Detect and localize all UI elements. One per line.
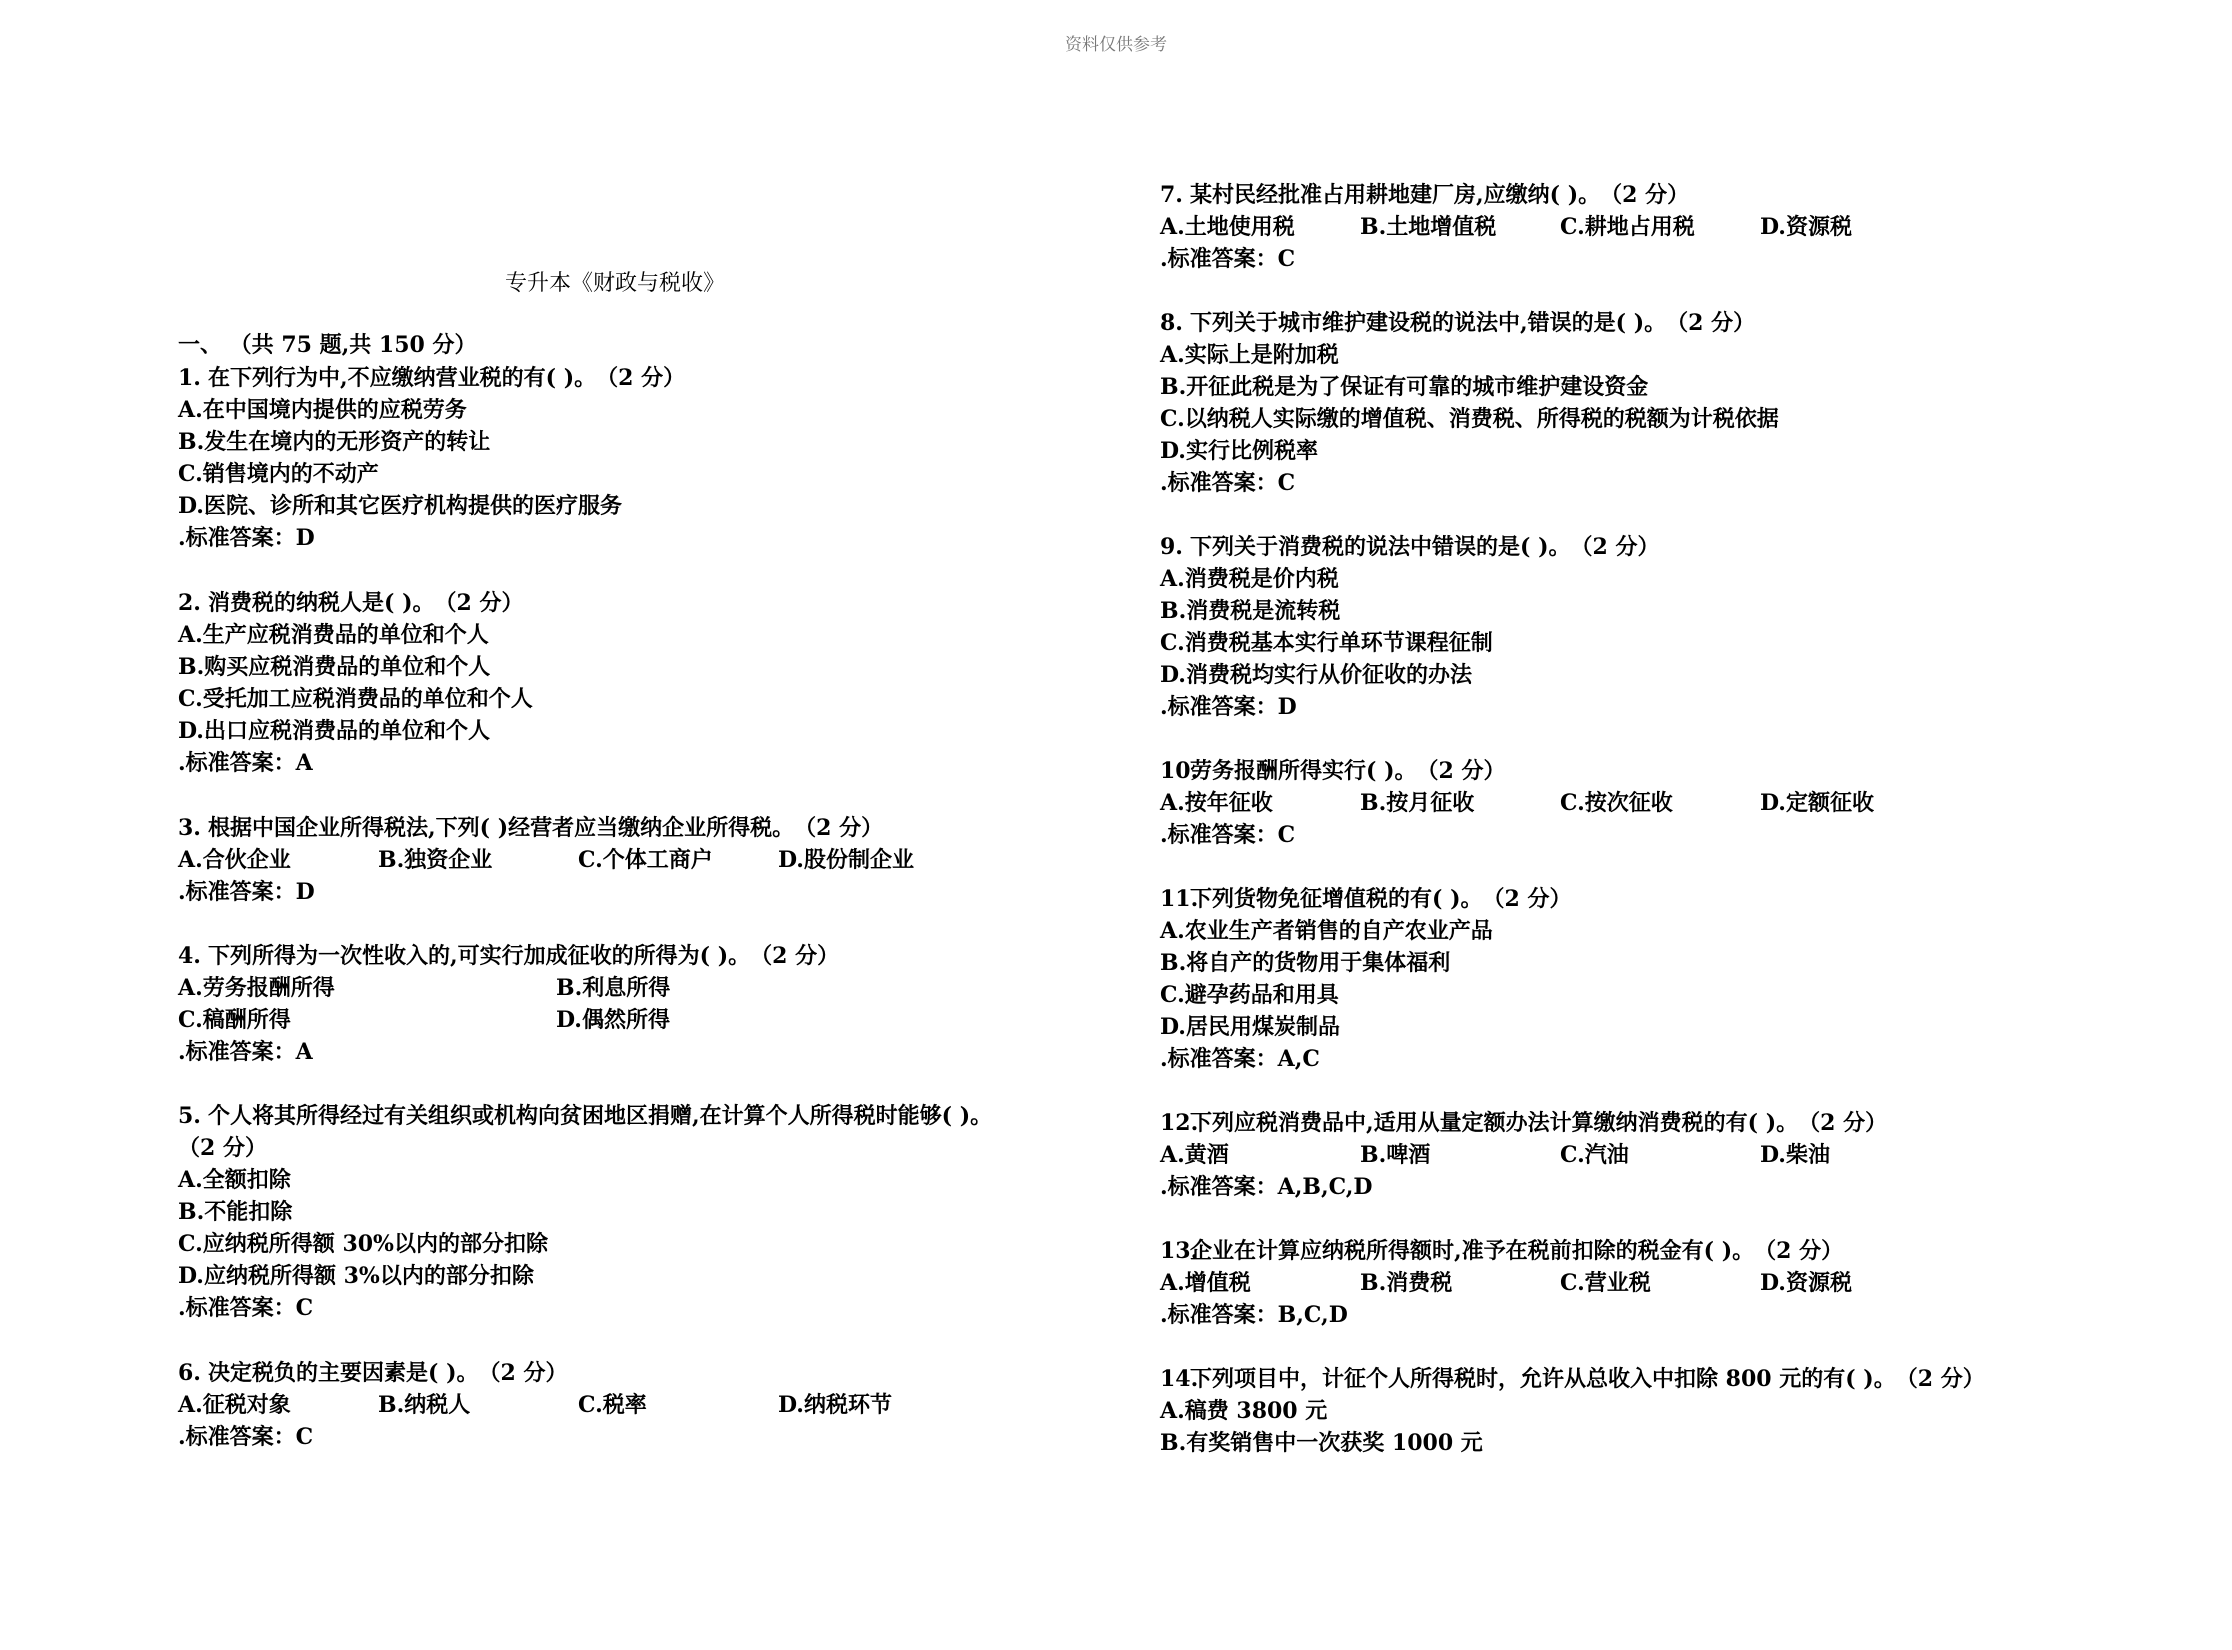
option: D.柴油 <box>1760 1142 1830 1168</box>
answer-value: D <box>295 879 315 905</box>
option-row <box>1160 1140 1960 1170</box>
option: A.劳务报酬所得 <box>178 975 335 1001</box>
section-heading <box>178 330 477 360</box>
answer-line <box>1160 692 1297 722</box>
question-points: （2 分） <box>1482 886 1572 912</box>
option: C.受托加工应税消费品的单位和个人 <box>178 686 533 712</box>
option: C.汽油 <box>1560 1142 1629 1168</box>
question-stem: 下列关于城市维护建设税的说法中,错误的是( )。 <box>1190 310 1667 336</box>
option-line <box>178 1165 291 1195</box>
question-stem-line <box>178 1101 992 1131</box>
question-stem: 企业在计算应纳税所得额时,准予在税前扣除的税金有( )。 <box>1190 1238 1755 1264</box>
question-stem-line <box>1160 308 1755 338</box>
answer-value: C <box>1277 470 1296 496</box>
question-stem-line <box>1160 1236 1843 1266</box>
question-number: 10. <box>1160 758 1199 784</box>
option-line <box>1160 1428 1483 1458</box>
question-points: （2 分） <box>794 815 884 841</box>
question-stem-line <box>178 588 523 618</box>
question-stem-line <box>1160 884 1571 914</box>
answer-label: .标准答案： <box>1160 822 1278 848</box>
question-points: （2 分） <box>1416 758 1506 784</box>
option-line <box>1160 948 1450 978</box>
question-number: 6. <box>178 1360 201 1386</box>
answer-label: .标准答案： <box>178 1424 296 1450</box>
question-number: 14. <box>1160 1366 1199 1392</box>
answer-line <box>178 1422 313 1452</box>
answer-line <box>178 748 313 778</box>
question-stem-line <box>1160 180 1689 210</box>
option-line <box>178 1197 292 1227</box>
option-row <box>178 1005 934 1035</box>
question-stem: 根据中国企业所得税法,下列( )经营者应当缴纳企业所得税。 <box>208 815 795 841</box>
option-row <box>1160 1268 1960 1298</box>
question-stem: 决定税负的主要因素是( )。 <box>208 1360 479 1386</box>
answer-value: C <box>295 1424 314 1450</box>
option: B.按月征收 <box>1360 790 1475 816</box>
answer-line <box>178 1293 313 1323</box>
option: B.将自产的货物用于集体福利 <box>1160 950 1451 976</box>
option-line <box>1160 436 1318 466</box>
option: C.销售境内的不动产 <box>178 461 379 487</box>
option: A.实际上是附加税 <box>1160 342 1339 368</box>
option: A.在中国境内提供的应税劳务 <box>178 397 467 423</box>
answer-value: A <box>295 750 313 776</box>
option-row <box>1160 788 1960 818</box>
answer-value: A,B,C,D <box>1277 1174 1373 1200</box>
option: D.纳税环节 <box>778 1392 892 1418</box>
points-line <box>178 1133 267 1163</box>
question-points: （2 分） <box>596 365 686 391</box>
question-stem-line <box>1160 756 1505 786</box>
option: B.纳税人 <box>378 1392 471 1418</box>
question-number: 2. <box>178 590 201 616</box>
option-line <box>178 716 490 746</box>
question-stem: 消费税的纳税人是( )。 <box>208 590 435 616</box>
question-stem-line <box>1160 1108 1887 1138</box>
answer-value: C <box>1277 246 1296 272</box>
option-line <box>178 459 379 489</box>
option: C.稿酬所得 <box>178 1007 291 1033</box>
option: D.居民用煤炭制品 <box>1160 1014 1340 1040</box>
question-stem: 下列关于消费税的说法中错误的是( )。 <box>1190 534 1571 560</box>
question-number: 7. <box>1160 182 1183 208</box>
answer-line <box>1160 244 1295 274</box>
option-row <box>1160 212 1960 242</box>
option-line <box>1160 340 1339 370</box>
answer-value: A <box>295 1039 313 1065</box>
option: B.开征此税是为了保证有可靠的城市维护建设资金 <box>1160 374 1649 400</box>
question-stem: 某村民经批准占用耕地建厂房,应缴纳( )。 <box>1190 182 1601 208</box>
option-row <box>178 1390 978 1420</box>
option-line <box>1160 916 1493 946</box>
question-points: （2 分） <box>434 590 524 616</box>
option: D.资源税 <box>1760 214 1852 240</box>
option-row <box>178 973 934 1003</box>
answer-line <box>178 523 315 553</box>
option: C.应纳税所得额 30%以内的部分扣除 <box>178 1231 548 1257</box>
answer-line <box>178 877 315 907</box>
question-stem-line <box>1160 1364 1985 1394</box>
answer-line <box>1160 1172 1373 1202</box>
answer-label: .标准答案： <box>178 525 296 551</box>
question-stem-line <box>178 1358 567 1388</box>
option: C.税率 <box>578 1392 647 1418</box>
question-points: （2 分） <box>478 1360 568 1386</box>
answer-line <box>1160 1044 1320 1074</box>
option-line <box>1160 1396 1327 1426</box>
option: B.独资企业 <box>378 847 493 873</box>
option-line <box>1160 660 1472 690</box>
option: A.农业生产者销售的自产农业产品 <box>1160 918 1493 944</box>
option: D.实行比例税率 <box>1160 438 1318 464</box>
page-header: 资料仅供参考 <box>1065 35 1167 55</box>
question-points: （2 分） <box>1754 1238 1844 1264</box>
answer-label: .标准答案： <box>178 750 296 776</box>
option: A.黄酒 <box>1160 1142 1229 1168</box>
option: D.消费税均实行从价征收的办法 <box>1160 662 1472 688</box>
answer-label: .标准答案： <box>178 879 296 905</box>
option: A.增值税 <box>1160 1270 1251 1296</box>
question-stem: 下列应税消费品中,适用从量定额办法计算缴纳消费税的有( )。 <box>1190 1110 1799 1136</box>
option-line <box>178 620 489 650</box>
question-number: 1. <box>178 365 201 391</box>
option: C.按次征收 <box>1560 790 1673 816</box>
question-stem: 下列项目中，计征个人所得税时，允许从总收入中扣除 800 元的有( )。 <box>1190 1366 1896 1392</box>
answer-label: .标准答案： <box>178 1295 296 1321</box>
option: C.避孕药品和用具 <box>1160 982 1339 1008</box>
option: A.稿费 3800 元 <box>1160 1398 1328 1424</box>
question-number: 4. <box>178 943 201 969</box>
question-number: 8. <box>1160 310 1183 336</box>
answer-label: .标准答案： <box>1160 1174 1278 1200</box>
option-line <box>1160 1012 1340 1042</box>
question-stem-line <box>178 363 685 393</box>
option: C.耕地占用税 <box>1560 214 1695 240</box>
option: D.资源税 <box>1760 1270 1852 1296</box>
answer-label: .标准答案： <box>178 1039 296 1065</box>
question-number: 9. <box>1160 534 1183 560</box>
answer-label: .标准答案： <box>1160 470 1278 496</box>
option-line <box>1160 628 1493 658</box>
question-points: （2 分） <box>1798 1110 1888 1136</box>
question-stem-line <box>178 941 839 971</box>
option-line <box>178 1229 548 1259</box>
section-title: 一、 （共 75 题,共 150 分） <box>178 332 477 358</box>
question-number: 3. <box>178 815 201 841</box>
answer-value: C <box>295 1295 314 1321</box>
option: A.生产应税消费品的单位和个人 <box>178 622 489 648</box>
question-stem-line <box>178 813 883 843</box>
answer-line <box>178 1037 313 1067</box>
option: D.股份制企业 <box>778 847 914 873</box>
answer-value: D <box>295 525 315 551</box>
option: B.消费税 <box>1360 1270 1453 1296</box>
option: C.以纳税人实际缴的增值税、消费税、所得税的税额为计税依据 <box>1160 406 1779 432</box>
option: B.利息所得 <box>556 975 671 1001</box>
answer-label: .标准答案： <box>1160 1046 1278 1072</box>
option: C.个体工商户 <box>578 847 713 873</box>
option-line <box>178 395 467 425</box>
answer-value: A,C <box>1277 1046 1320 1072</box>
option: B.土地增值税 <box>1360 214 1497 240</box>
question-points: （2 分） <box>1895 1366 1985 1392</box>
question-points: （2 分） <box>1666 310 1756 336</box>
option: A.征税对象 <box>178 1392 291 1418</box>
option: A.合伙企业 <box>178 847 291 873</box>
question-number: 11. <box>1160 886 1199 912</box>
question-stem: 个人将其所得经过有关组织或机构向贫困地区捐赠,在计算个人所得税时能够( )。 <box>208 1103 993 1129</box>
answer-value: B,C,D <box>1277 1302 1348 1328</box>
option: B.购买应税消费品的单位和个人 <box>178 654 491 680</box>
question-stem: 在下列行为中,不应缴纳营业税的有( )。 <box>208 365 597 391</box>
option-line <box>178 427 490 457</box>
question-number: 13. <box>1160 1238 1199 1264</box>
option: B.不能扣除 <box>178 1199 293 1225</box>
option: A.全额扣除 <box>178 1167 291 1193</box>
option-line <box>1160 404 1779 434</box>
option-line <box>1160 980 1339 1010</box>
answer-value: D <box>1277 694 1297 720</box>
answer-label: .标准答案： <box>1160 1302 1278 1328</box>
option-line <box>178 1261 534 1291</box>
option: D.偶然所得 <box>556 1007 670 1033</box>
question-number: 12. <box>1160 1110 1199 1136</box>
option: A.按年征收 <box>1160 790 1273 816</box>
question-points: （2 分） <box>178 1135 267 1161</box>
option: A.土地使用税 <box>1160 214 1295 240</box>
question-stem-line <box>1160 532 1659 562</box>
option: B.啤酒 <box>1360 1142 1431 1168</box>
option: B.有奖销售中一次获奖 1000 元 <box>1160 1430 1483 1456</box>
question-stem: 下列货物免征增值税的有( )。 <box>1190 886 1483 912</box>
question-stem: 下列所得为一次性收入的,可实行加成征收的所得为( )。 <box>208 943 751 969</box>
option-line <box>1160 372 1648 402</box>
option: B.消费税是流转税 <box>1160 598 1341 624</box>
question-points: （2 分） <box>1600 182 1690 208</box>
option: D.定额征收 <box>1760 790 1874 816</box>
answer-line <box>1160 1300 1348 1330</box>
question-number: 5. <box>178 1103 201 1129</box>
option: C.消费税基本实行单环节课程征制 <box>1160 630 1493 656</box>
option: D.出口应税消费品的单位和个人 <box>178 718 490 744</box>
option-line <box>178 684 533 714</box>
option-line <box>1160 596 1340 626</box>
option: D.应纳税所得额 3%以内的部分扣除 <box>178 1263 534 1289</box>
document-title: 专升本《财政与税收》 <box>505 271 726 296</box>
option: C.营业税 <box>1560 1270 1651 1296</box>
answer-value: C <box>1277 822 1296 848</box>
option: B.发生在境内的无形资产的转让 <box>178 429 491 455</box>
question-points: （2 分） <box>1570 534 1660 560</box>
question-stem: 劳务报酬所得实行( )。 <box>1190 758 1417 784</box>
option: D.医院、诊所和其它医疗机构提供的医疗服务 <box>178 493 622 519</box>
option-line <box>178 652 490 682</box>
option-row <box>178 845 978 875</box>
question-points: （2 分） <box>750 943 840 969</box>
option: A.消费税是价内税 <box>1160 566 1339 592</box>
answer-line <box>1160 468 1295 498</box>
option-line <box>1160 564 1339 594</box>
answer-line <box>1160 820 1295 850</box>
answer-label: .标准答案： <box>1160 246 1278 272</box>
answer-label: .标准答案： <box>1160 694 1278 720</box>
option-line <box>178 491 622 521</box>
